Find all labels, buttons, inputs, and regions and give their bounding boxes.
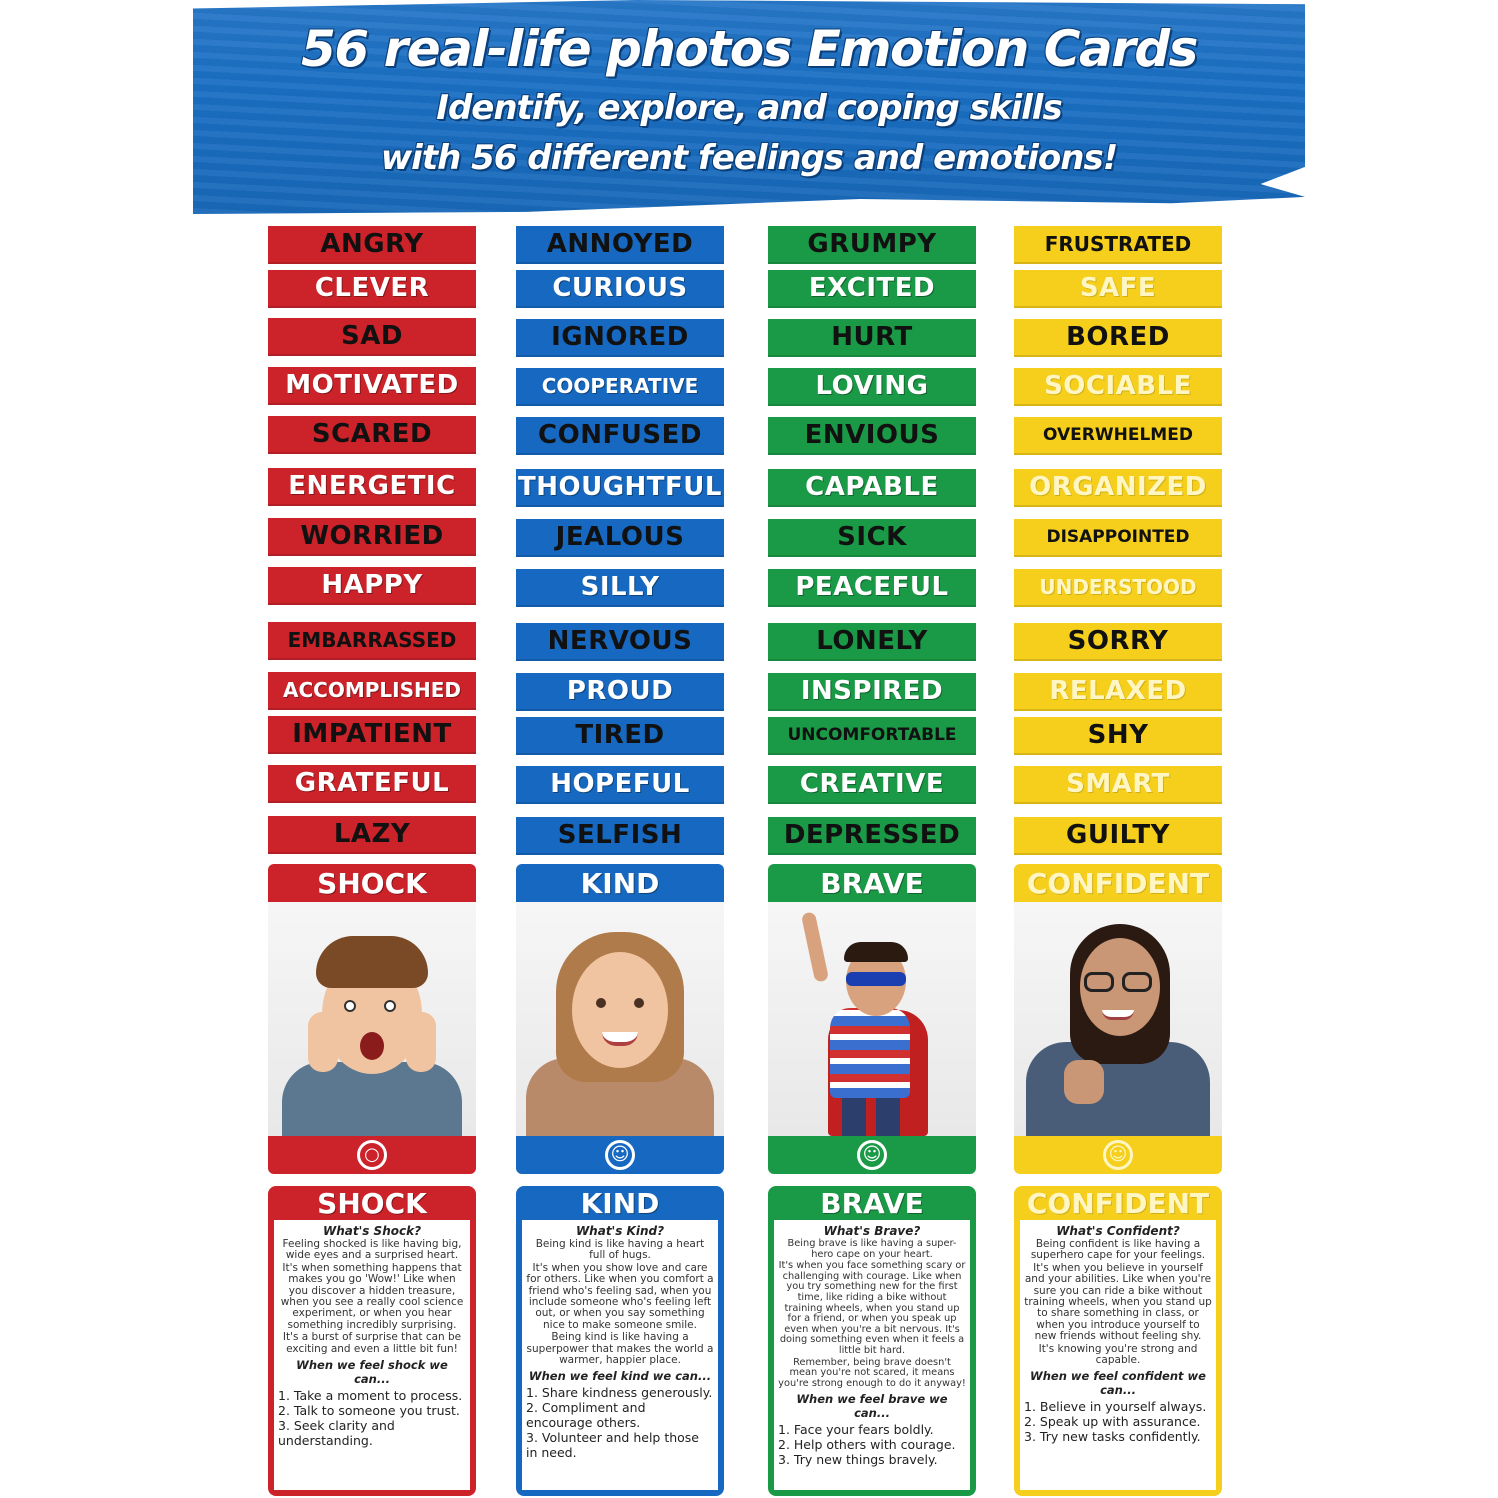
determined-face-icon: ☺ [857, 1140, 887, 1170]
photo-card-footer [1014, 1136, 1222, 1174]
emotion-card-strip[interactable]: GUILTY [1014, 817, 1222, 855]
emotion-card-strip[interactable]: PROUD [516, 673, 724, 711]
emotion-card-strip[interactable]: SAFE [1014, 270, 1222, 308]
coping-step: 2. Speak up with assurance. [1024, 1414, 1201, 1430]
info-card-when-heading: When we feel brave we can... [796, 1392, 948, 1421]
emotion-card-strip[interactable]: EMBARRASSED [268, 622, 476, 660]
emotion-card-strip[interactable]: CREATIVE [768, 766, 976, 804]
photo-card-footer [516, 1136, 724, 1174]
banner-title: 56 real-life photos Emotion Cards [301, 20, 1197, 78]
info-card-paragraph: Remember, being brave doesn't mean you're not scared, it means you're strong enough to do it anyway! [778, 1356, 966, 1389]
photo-card-brave[interactable] [768, 864, 976, 1174]
info-card-paragraph: It's knowing you're strong and capable. [1038, 1342, 1198, 1367]
child-photo-confident-girl [1014, 902, 1222, 1136]
info-card-paragraph: It's when something happens that makes you go 'Wow!' Like when you discover a hidden treasure, when you see a really cool science experiment, or when you hear something incredibly surprising. [280, 1261, 464, 1331]
emotion-card-strip[interactable]: UNDERSTOOD [1014, 569, 1222, 607]
shocked-face-icon: ○ [357, 1140, 387, 1170]
info-card-brave[interactable] [768, 1186, 976, 1496]
emotion-card-strip[interactable]: SILLY [516, 569, 724, 607]
info-card-kind[interactable] [516, 1186, 724, 1496]
emotion-card-strip[interactable]: LOVING [768, 368, 976, 406]
info-card-shock[interactable] [268, 1186, 476, 1496]
smiling-face-icon: ☺ [605, 1140, 635, 1170]
info-card-question: What's Kind? [575, 1224, 665, 1238]
photo-card-title: CONFIDENT [1014, 864, 1222, 902]
info-card-body [522, 1220, 718, 1490]
emotion-card-strip[interactable]: SICK [768, 519, 976, 557]
emotion-card-strip[interactable]: GRUMPY [768, 226, 976, 264]
emotion-card-strip[interactable]: UNCOMFORTABLE [768, 717, 976, 755]
emotion-card-strip[interactable]: SMART [1014, 766, 1222, 804]
info-card-question: What's Brave? [823, 1224, 921, 1238]
info-card-body [274, 1220, 470, 1490]
coping-step: 1. Face your fears boldly. [778, 1422, 934, 1438]
coping-step: 1. Share kindness generously. [526, 1385, 713, 1401]
emotion-card-strip[interactable]: DISAPPOINTED [1014, 519, 1222, 557]
confident-face-icon: ☺ [1103, 1140, 1133, 1170]
coping-step: 3. Volunteer and help those in need. [526, 1430, 699, 1461]
emotion-card-strip[interactable]: CONFUSED [516, 417, 724, 455]
emotion-card-strip[interactable]: ANGRY [268, 226, 476, 264]
emotion-card-strip[interactable]: PEACEFUL [768, 569, 976, 607]
emotion-card-strip[interactable]: HURT [768, 319, 976, 357]
emotion-card-strip[interactable]: EXCITED [768, 270, 976, 308]
coping-step: 2. Help others with courage. [778, 1437, 956, 1453]
emotion-card-strip[interactable]: WORRIED [268, 518, 476, 556]
emotion-card-strip[interactable]: RELAXED [1014, 673, 1222, 711]
emotion-card-strip[interactable]: CAPABLE [768, 469, 976, 507]
coping-step: 2. Compliment and encourage others. [526, 1400, 646, 1431]
emotion-card-strip[interactable]: INSPIRED [768, 673, 976, 711]
banner-subtitle-line1: Identify, explore, and coping skills [436, 88, 1062, 128]
emotion-card-strip[interactable]: SCARED [268, 416, 476, 454]
info-card-title: CONFIDENT [1026, 1186, 1210, 1220]
coping-steps-list [778, 1422, 966, 1467]
emotion-card-strip[interactable]: LAZY [268, 816, 476, 854]
emotion-card-strip[interactable]: CURIOUS [516, 270, 724, 308]
coping-steps-list [1024, 1399, 1212, 1444]
photo-card-title: BRAVE [768, 864, 976, 902]
emotion-card-strip[interactable]: ACCOMPLISHED [268, 672, 476, 710]
emotion-card-strip[interactable]: DEPRESSED [768, 817, 976, 855]
emotion-card-strip[interactable]: IGNORED [516, 319, 724, 357]
info-card-paragraph: Being brave is like having a super-hero cape on your heart. [787, 1238, 957, 1260]
photo-card-confident[interactable] [1014, 864, 1222, 1174]
photo-card-footer [768, 1136, 976, 1174]
coping-step: 3. Try new things bravely. [778, 1452, 938, 1468]
info-card-paragraph: Feeling shocked is like having big, wide eyes and a surprised heart. [282, 1238, 462, 1262]
info-card-paragraph: Being kind is like having a superpower that makes the world a warmer, happier place. [526, 1331, 714, 1367]
emotion-card-strip[interactable]: ORGANIZED [1014, 469, 1222, 507]
emotion-card-strip[interactable]: SOCIABLE [1014, 368, 1222, 406]
info-card-when-heading: When we feel confident we can... [1030, 1369, 1206, 1398]
info-card-question: What's Shock? [322, 1224, 422, 1238]
photo-card-shock[interactable] [268, 864, 476, 1174]
coping-step: 1. Believe in yourself always. [1024, 1399, 1207, 1415]
photo-card-footer [268, 1136, 476, 1174]
emotion-card-strip[interactable]: OVERWHELMED [1014, 417, 1222, 455]
emotion-card-strip[interactable]: NERVOUS [516, 623, 724, 661]
emotion-card-strip[interactable]: TIRED [516, 717, 724, 755]
emotion-card-strip[interactable]: HAPPY [268, 567, 476, 605]
emotion-card-strip[interactable]: SORRY [1014, 623, 1222, 661]
coping-step: 3. Seek clarity and understanding. [278, 1418, 395, 1449]
emotion-card-strip[interactable]: IMPATIENT [268, 716, 476, 754]
info-card-confident[interactable] [1014, 1186, 1222, 1496]
emotion-card-strip[interactable]: LONELY [768, 623, 976, 661]
info-card-paragraph: It's when you face something scary or challenging with courage. Like when you try something new for the first time, like riding a bike without training wheels, when you stand up for a friend, or when you speak up even when you're a bit nervous. It's doing something even when it feels a little bit hard. [778, 1260, 966, 1356]
info-card-paragraph: It's when you show love and care for others. Like when you comfort a friend who's feeling sad, when you include someone who's feeling left out, or when you say something nice to make someone smile. [526, 1261, 714, 1331]
coping-step: 1. Take a moment to process. [278, 1388, 463, 1404]
emotion-card-strip[interactable]: SAD [268, 318, 476, 356]
emotion-card-strip[interactable]: ANNOYED [516, 226, 724, 264]
emotion-card-strip[interactable]: ENERGETIC [268, 468, 476, 506]
child-photo-superhero-boy [768, 902, 976, 1136]
photo-card-title: SHOCK [268, 864, 476, 902]
info-card-when-heading: When we feel kind we can... [528, 1369, 712, 1384]
coping-steps-list [278, 1388, 466, 1448]
info-card-body [1020, 1220, 1216, 1490]
emotion-card-strip[interactable]: COOPERATIVE [516, 368, 724, 406]
child-photo-smiling-girl [516, 902, 724, 1136]
emotion-card-strip[interactable]: JEALOUS [516, 519, 724, 557]
emotion-card-strip[interactable]: HOPEFUL [516, 766, 724, 804]
emotion-card-strip[interactable]: SHY [1014, 717, 1222, 755]
emotion-card-strip[interactable]: BORED [1014, 319, 1222, 357]
coping-step: 2. Talk to someone you trust. [278, 1403, 460, 1419]
info-card-paragraph: Being confident is like having a superhero cape for your feelings. [1030, 1238, 1206, 1262]
info-card-body [774, 1220, 970, 1490]
child-photo-shocked-boy [268, 902, 476, 1136]
photo-card-kind[interactable] [516, 864, 724, 1174]
info-card-paragraph: Being kind is like having a heart full of hugs. [535, 1238, 705, 1262]
emotion-card-strip[interactable]: CLEVER [268, 270, 476, 308]
info-card-paragraph: It's a burst of surprise that can be exciting and even a little bit fun! [282, 1331, 462, 1355]
info-card-title: SHOCK [317, 1186, 427, 1220]
info-card-paragraph: It's when you believe in yourself and your abilities. Like when you're sure you can ride a bike without training wheels, when you stand up to share something in class, or when you introduce yourself to new friends without feeling shy. [1024, 1261, 1212, 1343]
info-card-title: BRAVE [820, 1186, 924, 1220]
info-card-when-heading: When we feel shock we can... [296, 1358, 448, 1387]
info-card-title: KIND [580, 1186, 660, 1220]
banner-subtitle-line2: with 56 different feelings and emotions! [380, 138, 1118, 178]
emotion-card-strip[interactable]: GRATEFUL [268, 765, 476, 803]
emotion-card-strip[interactable]: MOTIVATED [268, 367, 476, 405]
emotion-card-strip[interactable]: SELFISH [516, 817, 724, 855]
coping-step: 3. Try new tasks confidently. [1024, 1429, 1201, 1445]
emotion-card-strip[interactable]: THOUGHTFUL [516, 469, 724, 507]
emotion-card-strip[interactable]: FRUSTRATED [1014, 226, 1222, 264]
photo-card-title: KIND [516, 864, 724, 902]
coping-steps-list [526, 1385, 714, 1460]
emotion-card-strip[interactable]: ENVIOUS [768, 417, 976, 455]
info-card-question: What's Confident? [1056, 1224, 1180, 1238]
